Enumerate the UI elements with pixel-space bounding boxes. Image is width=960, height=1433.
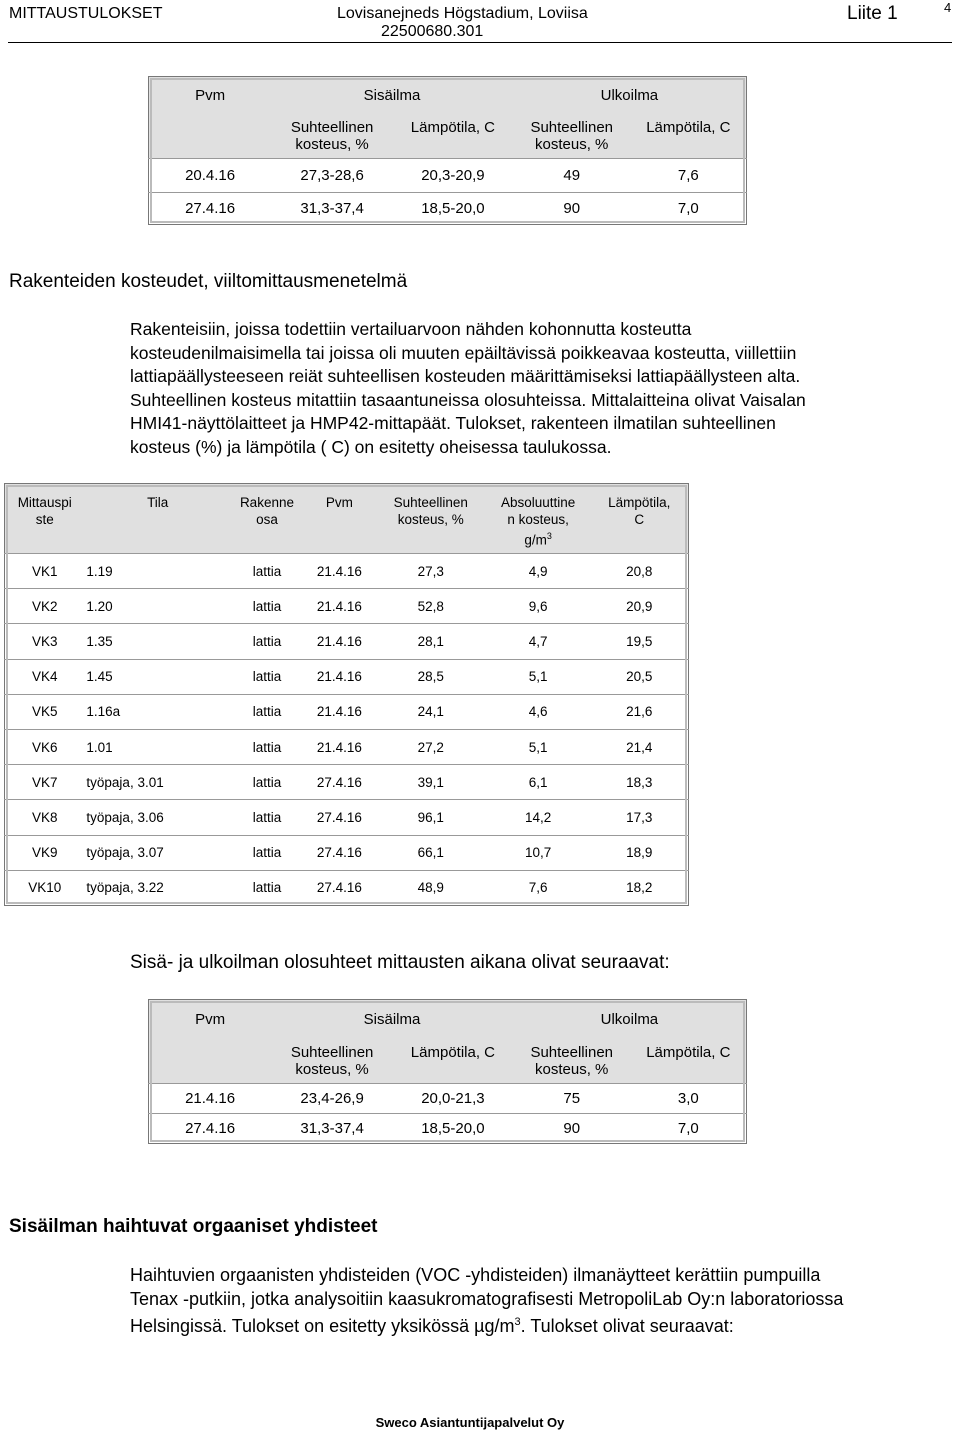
cell-outside-rh: 49 <box>563 167 581 184</box>
cell-date: 21.4.16 <box>316 669 362 685</box>
cell-rh: 48,9 <box>417 880 444 896</box>
voc-paragraph <box>130 1264 955 1339</box>
sub-outside-temp: Lämpötila, C <box>631 115 747 159</box>
th-temperature: Lämpötila, C <box>591 484 689 554</box>
cell-point: VK8 <box>31 809 58 825</box>
table-row <box>149 1084 747 1114</box>
cell-inside-temp: 18,5-20,0 <box>421 1120 485 1137</box>
cell-room: työpaja, 3.01 <box>86 774 164 790</box>
cell-date: 27.4.16 <box>316 880 362 896</box>
table-row <box>5 835 689 870</box>
table-row <box>5 624 689 659</box>
group-inside: Sisäilma <box>271 77 513 115</box>
paragraph-line: Suhteellinen kosteus mitattiin tasaantuneissa olosuhteissa. Mittalaitteina olivat Vaisalan <box>130 389 806 410</box>
cell-date: 21.4.16 <box>316 563 362 579</box>
cell-structure: lattia <box>252 774 282 790</box>
cell-temperature: 18,9 <box>626 845 653 861</box>
cell-abs-humidity: 4,7 <box>528 633 548 649</box>
paragraph-line: HMI41-näyttölaitteet ja HMP42-mittapäät. Tulokset, rakenteen ilmatilan suhteellinen <box>130 413 776 433</box>
cell-rh: 27,2 <box>417 739 444 755</box>
cell-structure: lattia <box>252 633 282 649</box>
cell-point: VK7 <box>31 774 58 790</box>
measurements-body <box>5 554 689 906</box>
cell-outside-temp: 7,6 <box>677 167 699 184</box>
sub-empty <box>149 1040 272 1084</box>
th-date: Pvm <box>303 484 376 554</box>
cell-point: VK3 <box>31 633 58 649</box>
cell-structure: lattia <box>252 739 282 755</box>
col-date: Pvm <box>149 1000 272 1040</box>
header-project-name: Lovisanejneds Högstadium, Loviisa <box>337 5 588 22</box>
header-left: MITTAUSTULOKSET <box>9 5 163 22</box>
cell-rh: 24,1 <box>417 704 444 720</box>
cell-structure: lattia <box>252 669 282 685</box>
table-row <box>5 765 689 800</box>
header-rule <box>8 42 952 43</box>
cell-room: työpaja, 3.22 <box>86 880 164 896</box>
table-row <box>149 193 747 225</box>
table-row <box>5 729 689 764</box>
cell-point: VK1 <box>31 563 58 579</box>
sub-inside-temp: Lämpötila, C <box>393 115 513 159</box>
header-project-number: 22500680.301 <box>381 23 484 40</box>
th-point: Mittauspi ste <box>5 484 85 554</box>
cell-room: 1.45 <box>86 669 113 685</box>
cell-structure: lattia <box>252 563 282 579</box>
cell-temperature: 19,5 <box>626 633 653 649</box>
cell-outside-rh: 90 <box>563 200 581 217</box>
paragraph-line: Helsingissä. Tulokset on esitetty yksikössä $\mu g/m^3$. Tulokset olivat seuraavat: <box>130 1316 734 1336</box>
cell-abs-humidity: 5,1 <box>528 669 548 685</box>
sub-empty <box>149 115 272 159</box>
sub-outside-rh: Suhteellinen kosteus, % <box>513 115 631 159</box>
paragraph-line: Rakenteisiin, joissa todettiin vertailuarvoon nähden kohonnutta kosteutta <box>130 319 692 339</box>
table-row <box>5 589 689 624</box>
cell-outside-rh: 75 <box>563 1090 581 1107</box>
table-row <box>5 694 689 729</box>
cell-inside-temp: 18,5-20,0 <box>421 200 485 217</box>
cell-point: VK6 <box>31 739 58 755</box>
cell-abs-humidity: 7,6 <box>528 880 548 896</box>
cell-outside-rh: 90 <box>563 1120 581 1137</box>
group-inside: Sisäilma <box>271 1000 513 1040</box>
conditions-table-1 <box>148 76 747 225</box>
cell-abs-humidity: 9,6 <box>528 598 548 614</box>
cell-abs-humidity: 4,9 <box>528 563 548 579</box>
cell-date: 21.4.16 <box>316 739 362 755</box>
cell-point: VK10 <box>28 880 62 896</box>
group-outside: Ulkoilma <box>513 77 747 115</box>
sub-inside-temp: Lämpötila, C <box>393 1040 513 1084</box>
table-row <box>5 659 689 694</box>
cell-inside-temp: 20,0-21,3 <box>421 1090 485 1107</box>
cell-abs-humidity: 10,7 <box>524 845 552 861</box>
cell-date: 21.4.16 <box>185 1090 236 1107</box>
cell-rh: 28,1 <box>417 633 444 649</box>
cell-room: 1.20 <box>86 598 113 614</box>
conditions-intro: Sisä- ja ulkoilman olosuhteet mittausten aikana olivat seuraavat: <box>130 952 670 973</box>
section-title-moisture: Rakenteiden kosteudet, viiltomittausmenetelmä <box>9 271 408 292</box>
cell-room: työpaja, 3.07 <box>86 845 164 861</box>
cell-abs-humidity: 6,1 <box>528 774 548 790</box>
cell-structure: lattia <box>252 880 282 896</box>
th-room: Tila <box>84 484 231 554</box>
header-attachment: Liite 1 <box>847 3 898 24</box>
th-abs-humidity: Absoluuttine n kosteus, $g/m^3$ <box>486 484 591 554</box>
sub-outside-temp: Lämpötila, C <box>631 1040 747 1084</box>
cell-temperature: 20,5 <box>626 669 653 685</box>
cell-date: 27.4.16 <box>185 200 236 217</box>
cell-structure: lattia <box>252 845 282 861</box>
paragraph-line: lattiapäällysteeseen reiät suhteellisen kosteuden määrittämiseksi lattiapäällysteen alta. <box>130 366 801 386</box>
cell-point: VK5 <box>31 704 58 720</box>
sub-outside-rh: Suhteellinen kosteus, % <box>513 1040 631 1084</box>
section-title-voc: Sisäilman haihtuvat orgaaniset yhdisteet <box>9 1216 378 1237</box>
conditions-table-2 <box>148 999 747 1144</box>
sub-inside-rh: Suhteellinen kosteus, % <box>271 115 393 159</box>
cell-date: 27.4.16 <box>316 809 362 825</box>
cell-inside-rh: 31,3-37,4 <box>300 200 364 217</box>
cell-outside-temp: 7,0 <box>677 200 699 217</box>
cell-rh: 39,1 <box>417 774 444 790</box>
cell-rh: 52,8 <box>417 598 444 614</box>
cell-date: 27.4.16 <box>316 774 362 790</box>
cell-room: työpaja, 3.06 <box>86 809 164 825</box>
table-row <box>149 159 747 193</box>
cell-date: 21.4.16 <box>316 704 362 720</box>
cell-outside-temp: 3,0 <box>677 1090 699 1107</box>
header-page-number: 4 <box>944 0 952 15</box>
th-rh: Suhteellinen kosteus, % <box>376 484 486 554</box>
paragraph-line: Tenax -putkiin, jotka analysoitiin kaasukromatografisesti MetropoliLab Oy:n laboratoriossa <box>130 1288 844 1309</box>
cell-inside-rh: 27,3-28,6 <box>300 167 364 184</box>
cell-room: 1.19 <box>86 563 113 579</box>
cell-abs-humidity: 5,1 <box>528 739 548 755</box>
group-outside: Ulkoilma <box>513 1000 747 1040</box>
moisture-measurements-table <box>4 483 689 906</box>
moisture-paragraph <box>130 318 950 459</box>
cell-temperature: 21,6 <box>626 704 653 720</box>
cell-room: 1.16a <box>86 704 121 720</box>
cell-rh: 66,1 <box>417 845 444 861</box>
footer-company: Sweco Asiantuntijapalvelut Oy <box>375 1415 565 1430</box>
cell-rh: 27,3 <box>417 563 444 579</box>
cell-rh: 96,1 <box>417 809 444 825</box>
sub-inside-rh: Suhteellinen kosteus, % <box>271 1040 393 1084</box>
cell-date: 21.4.16 <box>316 633 362 649</box>
cell-point: VK4 <box>31 669 58 685</box>
cell-date: 20.4.16 <box>185 167 236 184</box>
cell-temperature: 17,3 <box>626 809 653 825</box>
cell-structure: lattia <box>252 704 282 720</box>
table-row <box>149 1114 747 1144</box>
paragraph-line: kosteus (%) ja lämpötila ( C) on esitetty oheisessa taulukossa. <box>130 436 612 457</box>
cell-room: 1.01 <box>86 739 113 755</box>
cell-abs-humidity: 14,2 <box>524 809 552 825</box>
cell-temperature: 20,8 <box>626 563 653 579</box>
cell-structure: lattia <box>252 809 282 825</box>
cell-temperature: 18,2 <box>626 880 653 896</box>
cell-date: 27.4.16 <box>185 1120 236 1137</box>
cell-abs-humidity: 4,6 <box>528 704 548 720</box>
cell-room: 1.35 <box>86 633 113 649</box>
cell-rh: 28,5 <box>417 669 444 685</box>
cell-temperature: 21,4 <box>626 739 653 755</box>
cell-temperature: 20,9 <box>626 598 653 614</box>
cell-inside-rh: 31,3-37,4 <box>300 1120 364 1137</box>
cell-point: VK2 <box>31 598 58 614</box>
cell-temperature: 18,3 <box>626 774 653 790</box>
paragraph-line: kosteudenilmaisimella tai joissa oli muuten epäiltävissä poikkeavaa kosteutta, viillettiin <box>130 342 797 363</box>
cell-inside-rh: 23,4-26,9 <box>300 1090 364 1107</box>
cell-point: VK9 <box>31 845 58 861</box>
th-structure: Rakenne osa <box>231 484 303 554</box>
cell-date: 27.4.16 <box>316 845 362 861</box>
table-row <box>5 800 689 835</box>
table-row <box>5 870 689 905</box>
paragraph-line: Haihtuvien orgaanisten yhdisteiden (VOC -yhdisteiden) ilmanäytteet kerättiin pumpuilla <box>130 1265 821 1285</box>
table-row <box>5 554 689 589</box>
cell-outside-temp: 7,0 <box>677 1120 699 1137</box>
cell-date: 21.4.16 <box>316 598 362 614</box>
cell-structure: lattia <box>252 598 282 614</box>
cell-inside-temp: 20,3-20,9 <box>421 167 485 184</box>
col-date: Pvm <box>149 77 272 115</box>
